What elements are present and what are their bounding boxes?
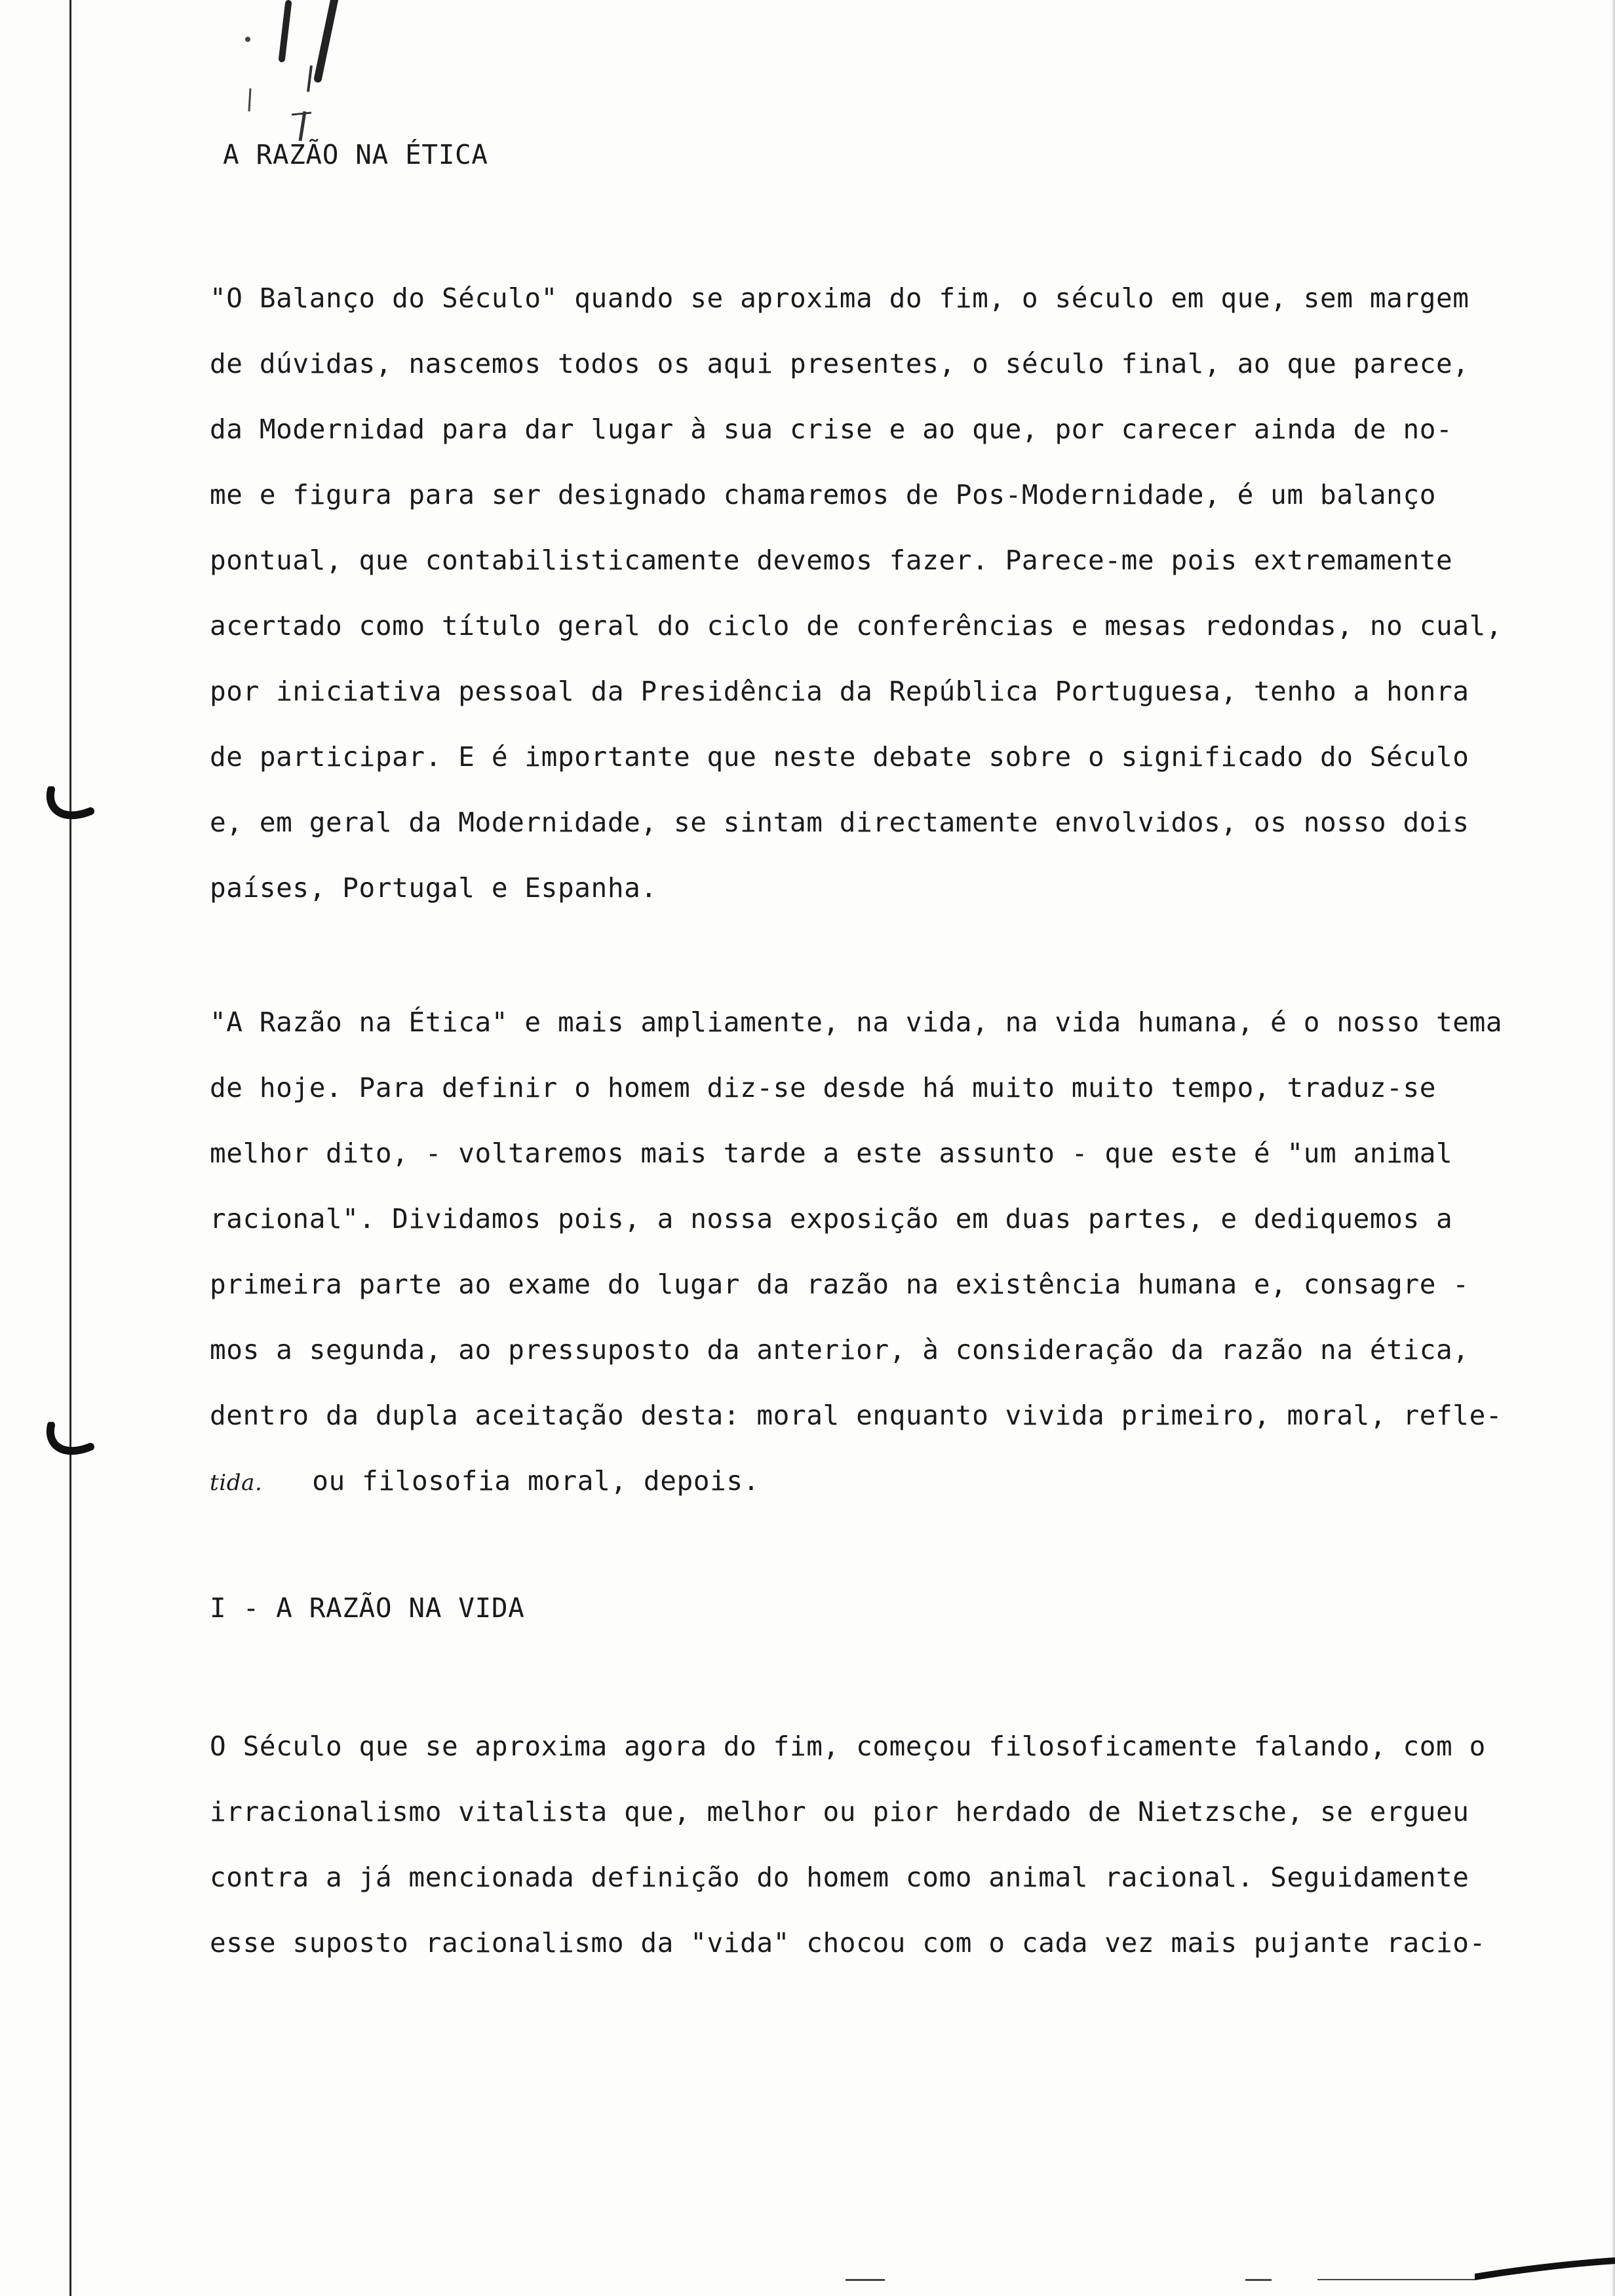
page-edge-shadow <box>1611 0 1615 2296</box>
text-line: pontual, que contabilisticamente devemos fazer. Parece-me pois extremamente <box>210 545 1453 576</box>
text-line: racional". Dividamos pois, a nossa exposição em duas partes, e dediquemos a <box>210 1203 1453 1234</box>
text-line: O Século que se aproxima agora do fim, começou filosoficamente falando, com o <box>210 1731 1486 1762</box>
scan-mark <box>1317 2279 1475 2280</box>
text-line: melhor dito, - voltaremos mais tarde a este assunto - que este é "um animal <box>210 1138 1453 1169</box>
handwritten-correction: tida. <box>210 1470 263 1496</box>
text-line <box>210 1448 760 1516</box>
text-line: de dúvidas, nascemos todos os aqui presentes, o século final, ao que parece, <box>210 348 1469 379</box>
text-line: e, em geral da Modernidade, se sintam directamente envolvidos, os nosso dois <box>210 807 1469 838</box>
text-line: mos a segunda, ao pressuposto da anterior, à consideração da razão na ética, <box>210 1334 1469 1366</box>
text-line: dentro da dupla aceitação desta: moral enquanto vivida primeiro, moral, refle- <box>210 1400 1503 1431</box>
text-line: esse suposto racionalismo da "vida" chocou com o cada vez mais pujante racio- <box>210 1927 1486 1959</box>
binder-clip-mark <box>43 786 96 826</box>
text-line-end: ou filosofia moral, depois. <box>312 1465 760 1497</box>
text-line: de participar. E é importante que neste debate sobre o significado do Século <box>210 741 1469 773</box>
text-line: me e figura para ser designado chamaremos de Pos-Modernidade, é um balanço <box>210 479 1437 510</box>
text-line: "A Razão na Ética" e mais ampliamente, na vida, na vida humana, é o nosso tema <box>210 1006 1503 1038</box>
text-line: "O Balanço do Século" quando se aproxima do fim, o século em que, sem margem <box>210 282 1469 314</box>
text-line: acertado como título geral do ciclo de conferências e mesas redondas, no cual, <box>210 610 1503 641</box>
binder-clip-mark <box>43 1422 96 1461</box>
scan-mark <box>846 2279 885 2281</box>
text-line: contra a já mencionada definição do homem como animal racional. Seguidamente <box>210 1862 1469 1893</box>
text-line: de hoje. Para definir o homem diz-se desde há muito muito tempo, traduz-se <box>210 1072 1437 1103</box>
binding-line <box>69 0 71 2296</box>
text-line: da Modernidad para dar lugar à sua crise e ao que, por carecer ainda de no- <box>210 413 1453 445</box>
document-title: A RAZÃO NA ÉTICA <box>223 139 488 170</box>
text-line: primeira parte ao exame do lugar da razão na existência humana e, consagre - <box>210 1269 1469 1300</box>
scan-smudge <box>1475 2241 1615 2280</box>
text-line: irracionalismo vitalista que, melhor ou pior herdado de Nietzsche, se ergueu <box>210 1796 1469 1827</box>
handwritten-mark <box>236 0 354 144</box>
text-line: por iniciativa pessoal da Presidência da República Portuguesa, tenho a honra <box>210 676 1469 707</box>
text-line: países, Portugal e Espanha. <box>210 872 657 904</box>
scan-mark <box>1245 2279 1272 2281</box>
section-heading: I - A RAZÃO NA VIDA <box>210 1592 525 1624</box>
